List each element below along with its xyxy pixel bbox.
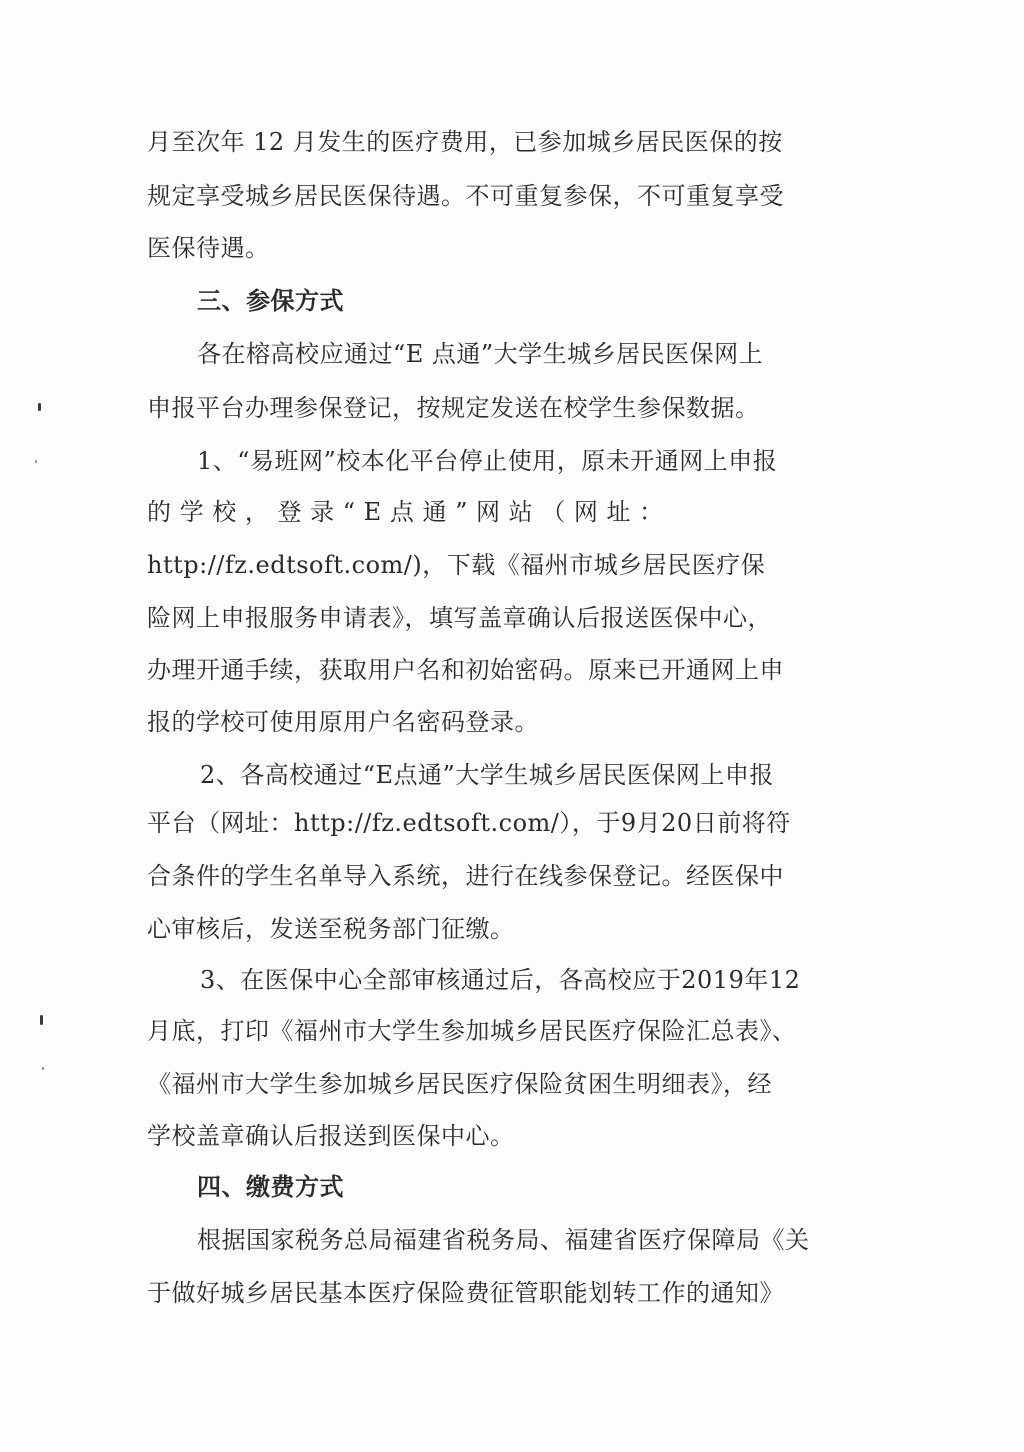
section-heading-4: 四、缴费方式: [197, 1172, 344, 1201]
body-line-11: 办理开通手续，获取用户名和初始密码。原来已开通网上申: [147, 656, 784, 684]
body-line-9: http://fz.edtsoft.com/)，下载《福州市城乡居民医疗保: [147, 551, 766, 579]
scan-mark: [40, 1015, 43, 1025]
scan-mark: [42, 1067, 44, 1070]
body-line-16: 心审核后，发送至税务部门征缴。: [147, 915, 515, 943]
body-line-22: 根据国家税务总局福建省税务局、福建省医疗保障局《关: [197, 1226, 810, 1254]
section-heading-3: 三、参保方式: [197, 286, 344, 315]
body-line-19: 《福州市大学生参加城乡居民医疗保险贫困生明细表》，经: [147, 1070, 772, 1098]
body-line-6: 申报平台办理参保登记，按规定发送在校学生参保数据。: [147, 394, 760, 422]
body-line-7: 1、“易班网”校本化平台停止使用，原未开通网上申报: [197, 447, 778, 475]
body-line-17: 3、在医保中心全部审核通过后，各高校应于2019年12: [200, 966, 801, 994]
body-line-10: 险网上申报服务申请表》，填写盖章确认后报送医保中心，: [147, 604, 772, 632]
body-line-20: 学校盖章确认后报送到医保中心。: [147, 1122, 515, 1150]
body-line-3: 医保待遇。: [147, 234, 270, 262]
body-line-5: 各在榕高校应通过“E 点通”大学生城乡居民医保网上: [197, 340, 764, 368]
body-line-18: 月底，打印《福州市大学生参加城乡居民医疗保险汇总表》、: [147, 1017, 797, 1045]
body-line-1: 月至次年 12 月发生的医疗费用，已参加城乡居民医保的按: [147, 128, 783, 156]
scan-mark: [35, 460, 37, 463]
scan-mark: [38, 403, 41, 411]
body-line-12: 报的学校可使用原用户名密码登录。: [147, 708, 539, 736]
body-line-14: 平台（网址：http://fz.edtsoft.com/），于9月20日前将符: [147, 809, 791, 837]
body-line-8: 的 学 校 ， 登 录 “ E 点 通 ” 网 站 （ 网 址 ：: [147, 498, 664, 526]
body-line-2: 规定享受城乡居民医保待遇。不可重复参保，不可重复享受: [147, 182, 784, 210]
body-line-13: 2、各高校通过“E点通”大学生城乡居民医保网上申报: [200, 761, 774, 789]
body-line-23: 于做好城乡居民基本医疗保险费征管职能划转工作的通知》: [147, 1279, 784, 1307]
body-line-15: 合条件的学生名单导入系统，进行在线参保登记。经医保中: [147, 862, 784, 890]
